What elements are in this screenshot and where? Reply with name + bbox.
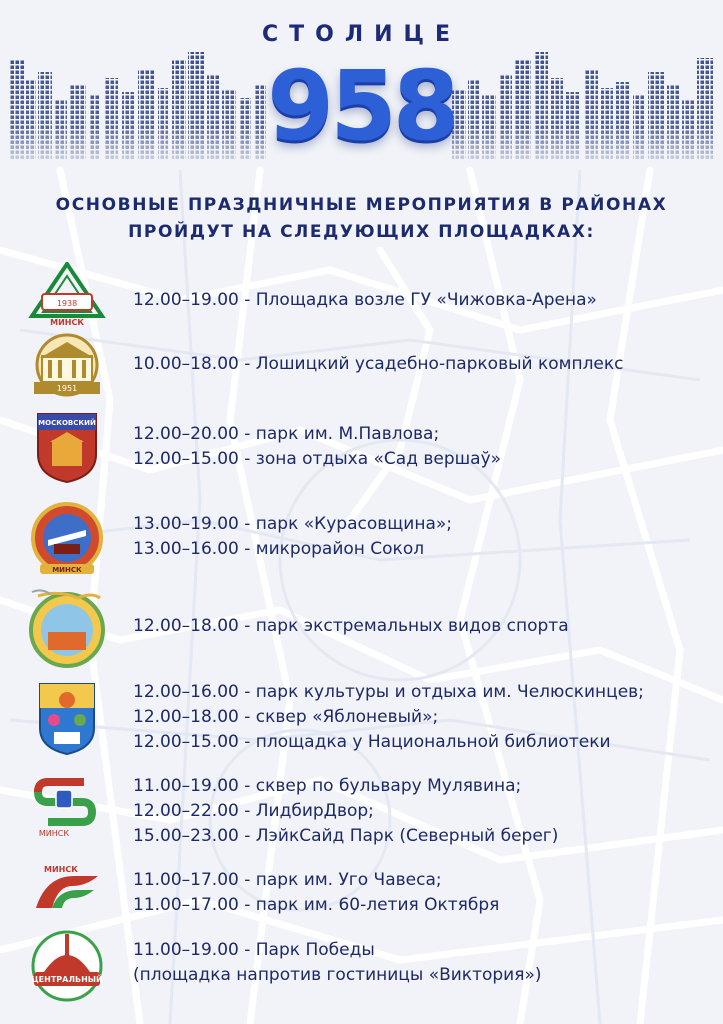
schedule-line: 15.00–23.00 - ЛэйкСайд Парк (Северный берег)	[133, 826, 559, 846]
emblem-label: МОСКОВСКИЙ	[38, 419, 96, 427]
district-schedule	[133, 512, 452, 562]
tsentralny-district-emblem	[28, 928, 106, 1004]
district-schedule	[133, 774, 558, 849]
zavodskoy-district-emblem	[28, 262, 106, 326]
header	[0, 0, 723, 170]
district-schedule	[133, 422, 501, 472]
emblem-year: 1938	[56, 299, 78, 308]
leninsky-district-emblem	[28, 332, 106, 398]
partizansky-district-emblem	[28, 586, 106, 670]
schedule-line: 12.00–18.00 - сквер «Яблоневый»;	[133, 707, 439, 727]
emblem-label: ЦЕНТРАЛЬНЫЙ	[31, 975, 103, 984]
moskovsky-district-emblem	[28, 410, 106, 484]
title-line: ОСНОВНЫЕ ПРАЗДНИЧНЫЕ МЕРОПРИЯТИЯ В РАЙОНАХ	[55, 195, 668, 215]
schedule-line: 12.00–15.00 - площадка у Национальной библиотеки	[133, 732, 611, 752]
emblem-city: МИНСК	[44, 865, 78, 874]
title-line: ПРОЙДУТ НА СЛЕДУЮЩИХ ПЛОЩАДКАХ:	[128, 222, 595, 242]
header-top-word: СТОЛИЦЕ	[262, 22, 461, 47]
schedule-line: 12.00–15.00 - зона отдыха «Сад вершаў»	[133, 449, 502, 469]
schedule-line: 11.00–17.00 - парк им. 60-летия Октября	[133, 895, 500, 915]
schedule-line: 13.00–19.00 - парк «Курасовщина»;	[133, 514, 452, 534]
page-title	[0, 192, 723, 246]
schedule-line: 12.00–18.00 - парк экстремальных видов спорта	[133, 616, 569, 636]
district-schedule	[133, 680, 644, 755]
district-schedule	[133, 352, 624, 377]
district-schedule	[133, 288, 597, 313]
district-schedule	[133, 614, 569, 639]
schedule-line: 11.00–19.00 - сквер по бульвару Мулявина;	[133, 776, 522, 796]
schedule-line: 11.00–19.00 - Парк Победы	[133, 940, 375, 960]
schedule-line: (площадка напротив гостиницы «Виктория»)	[133, 965, 542, 985]
pervomaisky-district-emblem	[28, 680, 106, 756]
schedule-line: 12.00–22.00 - ЛидбирДвор;	[133, 801, 374, 821]
emblem-city: МИНСК	[38, 829, 70, 838]
header-anniversary-number: 958	[267, 50, 456, 162]
sovetsky-district-emblem	[28, 774, 106, 838]
schedule-line: 13.00–16.00 - микрорайон Сокол	[133, 539, 425, 559]
schedule-line: 12.00–19.00 - Площадка возле ГУ «Чижовка-Арена»	[133, 290, 597, 310]
schedule-line: 10.00–18.00 - Лошицкий усадебно-парковый комплекс	[133, 354, 624, 374]
emblem-year: 1951	[56, 384, 78, 393]
district-schedule	[133, 868, 499, 918]
frunzensky-district-emblem	[28, 862, 106, 914]
schedule-line: 12.00–20.00 - парк им. М.Павлова;	[133, 424, 440, 444]
oktyabrsky-district-emblem	[28, 500, 106, 578]
schedule-line: 12.00–16.00 - парк культуры и отдыха им. Челюскинцев;	[133, 682, 644, 702]
district-schedule	[133, 938, 541, 988]
schedule-line: 11.00–17.00 - парк им. Уго Чавеса;	[133, 870, 442, 890]
emblem-city: МИНСК	[50, 318, 84, 326]
emblem-city: МИНСК	[52, 566, 82, 574]
